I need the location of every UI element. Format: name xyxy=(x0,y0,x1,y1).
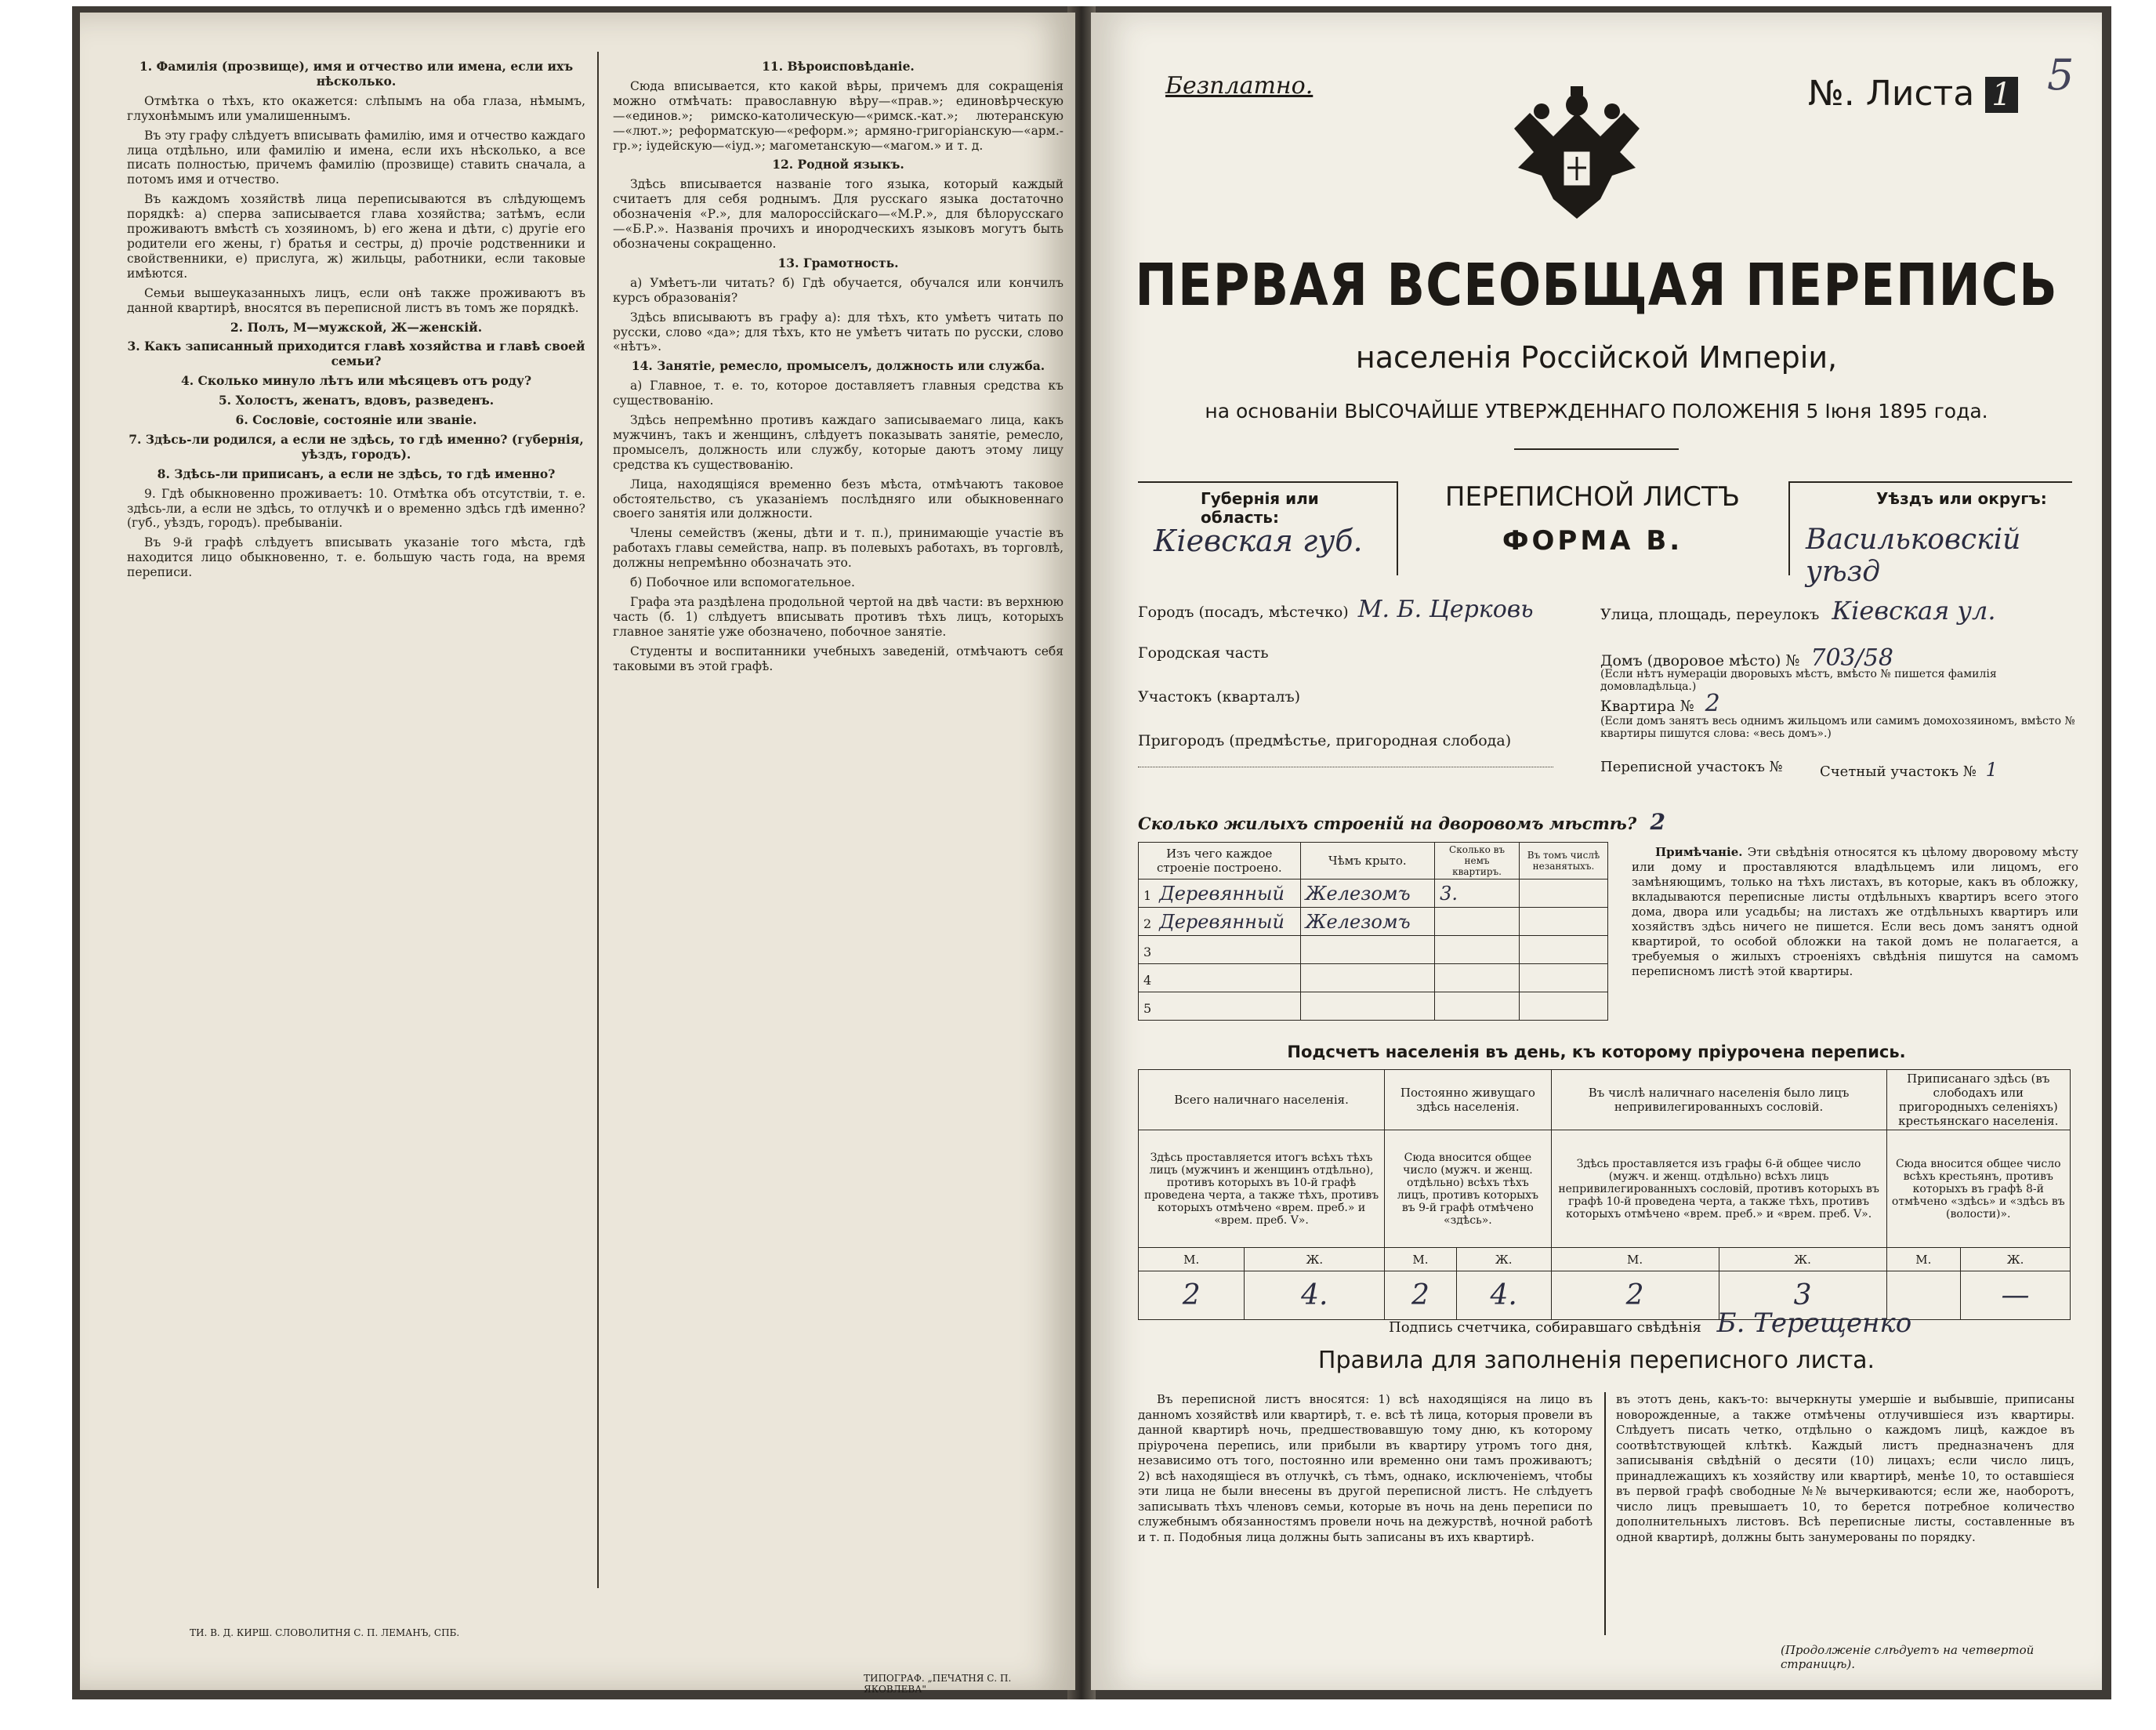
uchastok-label: Участокъ (кварталъ) xyxy=(1138,688,1301,705)
uezd-label: Уѣздъ или округъ: xyxy=(1876,489,2047,508)
count-desc-peasant: Сюда вносится общее число всѣхъ крестьянъ, противъ которыхъ въ графѣ 8-й отмѣчено «здѣсь» и «здѣсь въ (волости)». xyxy=(1886,1130,2070,1248)
roof-cell xyxy=(1300,964,1435,992)
instruction-paragraph: 3. Какъ записанный приходится главѣ хозяйства и главѣ своей семьи? xyxy=(127,339,585,369)
flats-cell xyxy=(1435,908,1520,936)
flats-cell xyxy=(1435,964,1520,992)
page-number-handwritten: 5 xyxy=(2047,50,2074,100)
count-value: — xyxy=(1961,1271,2071,1320)
form-title: ПЕРЕПИСНОЙ ЛИСТЪ xyxy=(1444,481,1741,513)
title-rule xyxy=(1514,448,1679,450)
left-page xyxy=(80,13,1075,1695)
instruction-paragraph: 7. Здѣсь-ли родился, а если не здѣсь, то гдѣ именно? (губернія, уѣздъ, городъ). xyxy=(129,431,584,462)
instruction-paragraph: Графа эта раздѣлена продольной чертой на двѣ части: въ верхнюю часть (б. 1) слѣдуетъ вписывать противъ тѣхъ лицъ, которыхъ главное занятіе уже обозначено, побочное занятіе. xyxy=(613,595,1064,639)
signature-label: Подпись счетчика, собиравшаго свѣдѣнія xyxy=(1389,1319,1701,1336)
dom-note: (Если нѣтъ нумераціи дворовыхъ мѣстъ, вмѣсто № пишется фамилія домовладѣльца.) xyxy=(1600,668,1997,693)
buildings-note xyxy=(1632,845,2078,979)
roof-cell-text: Железомъ xyxy=(1305,882,1411,905)
instruction-paragraph: Отмѣтка о тѣхъ, кто окажется: слѣпымъ на оба глаза, нѣмымъ, глухонѣмымъ или умалишеннымъ. xyxy=(127,93,585,123)
guberniya-value: Кіевская губ. xyxy=(1154,524,1363,558)
row-number: 4 xyxy=(1143,972,1152,988)
column-divider xyxy=(597,52,599,1588)
instruction-paragraph: а) Умѣетъ-ли читать? б) Гдѣ обучается, обучался или кончилъ курсъ образованія? xyxy=(613,275,1064,305)
free-label: Безплатно. xyxy=(1165,72,1314,100)
bld-header-empty: Въ томъ числѣ незанятыхъ. xyxy=(1519,843,1607,880)
bld-header-roof: Чѣмъ крыто. xyxy=(1300,843,1435,880)
gorod-label: Городъ (посадъ, мѣстечко) xyxy=(1138,604,1349,621)
sex-label: Ж. xyxy=(1961,1248,2071,1271)
instruction-paragraph: б) Побочное или вспомогательное. xyxy=(630,575,855,590)
row-number: 2 xyxy=(1143,916,1152,931)
material-cell xyxy=(1139,964,1301,992)
guberniya-label: Губернія или область: xyxy=(1201,489,1319,527)
census-subtitle: населенія Россійской Имперіи, xyxy=(1355,340,1838,375)
bld-header-flats: Сколько въ немъ квартиръ. xyxy=(1435,843,1520,880)
material-cell-text: Деревянный xyxy=(1159,882,1285,905)
buildings-table xyxy=(1138,842,1608,1021)
count-desc-permanent: Сюда вносится общее число (мужч. и женщ. отдѣльно) всѣхъ тѣхъ лицъ, противъ которыхъ въ 9-й графѣ отмѣчено «здѣсь». xyxy=(1385,1130,1551,1248)
instruction-paragraph: 13. Грамотность. xyxy=(777,255,899,270)
instruction-paragraph: Лица, находящіяся временно безъ мѣста, отмѣчаютъ таковое обстоятельство, съ указаніемъ послѣдняго или обыкновеннаго своего занятія или должности. xyxy=(613,477,1064,521)
table-row xyxy=(1139,992,1608,1021)
empty-cell xyxy=(1519,908,1607,936)
sheet-number-value: 1 xyxy=(1985,77,2017,113)
roof-cell xyxy=(1300,908,1435,936)
count-header-peasant: Приписанаго здѣсь (въ слободахъ или пригородныхъ селеніяхъ) крестьянскаго населенія. xyxy=(1886,1070,2070,1130)
schet-uchastok-field xyxy=(1820,759,1998,781)
instruction-paragraph: 12. Родной языкъ. xyxy=(772,157,904,172)
prigorod-label: Пригородъ (предмѣстье, пригородная слобода) xyxy=(1138,732,1512,749)
instruction-paragraph: 9. Гдѣ обыкновенно проживаетъ: 10. Отмѣтка объ отсутствіи, т. е. здѣсь-ли, а если не здѣсь, то отлучкѣ и о временно здѣсь гдѣ именно? (губ., уѣздъ, городъ). пребываніи. xyxy=(127,486,585,531)
gorod-part-label: Городская часть xyxy=(1138,644,1269,662)
buildings-question-field xyxy=(1138,809,1665,835)
sex-label: Ж. xyxy=(1245,1248,1385,1271)
note-text: Эти свѣдѣнія относятся къ цѣлому дворовому мѣсту или дому и проставляются владѣльцемъ или лицомъ, его замѣняющимъ, только на тѣхъ листахъ, въ которые, какъ въ обложку, вкладываются переписные листы отдѣльныхъ квартиръ всего этого дома, двора или усадьбы; на листахъ же отдѣльныхъ квартиръ или хозяйствъ здѣсь ничего не пишется. Если весь домъ занятъ одной квартирой, то особой обложки на такой домъ не полагается, а требуемыя о жилыхъ строеніяхъ свѣдѣнія пишутся на самомъ переписномъ листѣ этой квартиры. xyxy=(1632,845,2078,978)
uezd-value: Васильковскій уѣзд xyxy=(1806,524,2021,588)
dom-value: 703/58 xyxy=(1810,644,1893,672)
census-basis: на основаніи ВЫСОЧАЙШЕ УТВЕРЖДЕННАГО ПОЛОЖЕНІЯ 5 Іюня 1895 года. xyxy=(1205,400,1988,423)
table-row xyxy=(1139,936,1608,964)
material-cell xyxy=(1139,992,1301,1021)
guberniya-box xyxy=(1138,481,1398,575)
sex-label: М. xyxy=(1139,1248,1245,1271)
empty-cell xyxy=(1519,992,1607,1021)
instruction-paragraph: Студенты и воспитанники учебныхъ заведеній, отмѣчаютъ себя таковыми въ этой графѣ. xyxy=(613,644,1064,673)
kvartira-label: Квартира № xyxy=(1600,698,1694,715)
flats-cell xyxy=(1435,992,1520,1021)
gorod-value: М. Б. Церковь xyxy=(1357,596,1534,623)
instruction-paragraph: Въ эту графу слѣдуетъ вписывать фамилію, имя и отчество каждаго лица отдѣльно, или фамилію и имена, если ихъ нѣсколько, а все писать полностью, причемъ фамилію (прозвище) ставить сначала, а потомъ имя и отчество. xyxy=(127,128,585,187)
count-header-permanent: Постоянно живущаго здѣсь населенія. xyxy=(1385,1070,1551,1130)
instruction-paragraph: 11. Вѣроисповѣданіе. xyxy=(762,59,915,74)
instruction-paragraph: 6. Сословіе, состояніе или званіе. xyxy=(235,412,477,428)
flats-cell xyxy=(1435,936,1520,964)
count-value: 2 xyxy=(1385,1271,1457,1320)
population-count-table xyxy=(1138,1069,2071,1320)
signature-field xyxy=(1389,1307,1911,1339)
count-title: Подсчетъ населенія въ день, къ которому пріурочена перепись. xyxy=(1287,1043,1906,1061)
sex-label: М. xyxy=(1551,1248,1719,1271)
left-footer-imprint: ТИ. В. Д. КИРШ. СЛОВОЛИТНЯ С. П. ЛЕМАНЪ, СПБ. xyxy=(190,1627,460,1638)
count-value: 3 xyxy=(1719,1271,1886,1320)
material-cell-text: Деревянный xyxy=(1159,910,1285,933)
instruction-paragraph: Въ каждомъ хозяйствѣ лица переписываются въ слѣдующемъ порядкѣ: а) сперва записывается глава хозяйства; затѣмъ, если проживаютъ вмѣстѣ съ хозяиномъ, b) его жена и дѣти, с) другіе его родители его жены, г) братья и сестры, д) прочіе родственники и свойственники, е) прислуга, ж) жильцы, работники, если таковые имѣются. xyxy=(127,192,585,281)
instruction-paragraph: Члены семействъ (жены, дѣти и т. п.), принимающіе участіе въ работахъ главы семейства, напр. въ полевыхъ работахъ, въ торговлѣ, должны непремѣнно обозначать это. xyxy=(613,526,1064,571)
ulitsa-label: Улица, площадь, переулокъ xyxy=(1600,606,1820,623)
sex-label: М. xyxy=(1886,1248,1961,1271)
sex-label: Ж. xyxy=(1719,1248,1886,1271)
count-value: 2 xyxy=(1139,1271,1245,1320)
roof-cell xyxy=(1300,992,1435,1021)
count-desc-nonprivileged: Здѣсь проставляется изъ графы 6-й общее число (мужч. и женщ. отдѣльно) всѣхъ лицъ непривилегированныхъ сословій, противъ которыхъ въ графѣ 10-й проведена черта, а также тѣхъ, противъ которыхъ отмѣчено «врем. преб.» и «врем. преб. V». xyxy=(1551,1130,1886,1248)
schet-uchastok-value: 1 xyxy=(1985,759,1998,781)
roof-cell-text: Железомъ xyxy=(1305,910,1411,933)
kvartira-note: (Если домъ занятъ весь однимъ жильцомъ или самимъ домохозяиномъ, вмѣсто № квартиры пишутся слова: «весь домъ».) xyxy=(1600,715,2075,740)
instruction-paragraph: 5. Холостъ, женатъ, вдовъ, разведенъ. xyxy=(218,393,495,408)
count-value: 4. xyxy=(1456,1271,1551,1320)
imperial-eagle-emblem xyxy=(1498,82,1655,238)
form-subtitle: ФОРМА В. xyxy=(1502,525,1683,557)
rules-column-1: Въ переписной листъ вносятся: 1) всѣ находящіяся на лицо въ данномъ хозяйствѣ или квартирѣ, т. е. всѣ тѣ лица, которыя провели въ данной квартирѣ ночь, предшествовавшую тому дню, къ которому пріурочена перепись, или прибыли въ квартиру утромъ того дня, независимо отъ того, постоянно или временно они тамъ проживаютъ; 2) всѣ находящіеся въ отлучкѣ, съ тѣмъ, однако, исключеніемъ, чтобы эти лица не были внесены въ другой переписной листъ. Не слѣдуетъ записывать тѣхъ членовъ семьи, которые въ ночь на день переписи по служебнымъ обязанностямъ провели ночь на дежурствѣ, ночной работѣ и т. п. Подобныя лица должны быть записаны въ ихъ квартирѣ. xyxy=(1138,1392,1593,1544)
count-desc-total: Здѣсь проставляется итогъ всѣхъ тѣхъ лицъ (мужчинъ и женщинъ отдѣльно), противъ которыхъ въ 10-й графѣ проведена черта, а также тѣхъ, противъ которыхъ отмѣчено «врем. преб.» и «врем. преб. V». xyxy=(1139,1130,1385,1248)
material-cell xyxy=(1139,936,1301,964)
material-cell xyxy=(1139,908,1301,936)
kvartira-value: 2 xyxy=(1705,690,1720,717)
instruction-paragraph: Семьи вышеуказанныхъ лицъ, если онѣ также проживаютъ въ данной квартирѣ, вносятся въ переписной листъ въ томъ же порядкѣ. xyxy=(127,285,585,315)
rules-continued: (Продолженіе слѣдуетъ на четвертой страницѣ). xyxy=(1781,1643,2035,1671)
right-page xyxy=(1091,13,2102,1690)
row-number: 3 xyxy=(1143,944,1152,959)
table-row xyxy=(1139,880,1608,908)
rules-divider xyxy=(1604,1392,1606,1635)
empty-cell xyxy=(1519,964,1607,992)
flats-cell-text: 3. xyxy=(1440,882,1458,905)
ulitsa-value: Кіевская ул. xyxy=(1832,596,1996,626)
instruction-paragraph: Здѣсь непремѣнно противъ каждаго записываемаго лица, какъ мужчинъ, такъ и женщинъ, слѣдуетъ показывать занятіе, ремесло, промыселъ, должность или службу, которые даютъ этому лицу средства къ существованію. xyxy=(613,413,1064,472)
material-cell xyxy=(1139,880,1301,908)
dom-label: Домъ (дворовое мѣсто) № xyxy=(1600,652,1800,669)
instruction-paragraph: 8. Здѣсь-ли приписанъ, а если не здѣсь, то гдѣ именно? xyxy=(157,466,556,481)
instruction-paragraph: а) Главное, т. е. то, которое доставляетъ главныя средства къ существованію. xyxy=(613,379,1064,408)
count-value: 2 xyxy=(1551,1271,1719,1320)
rules-title: Правила для заполненія переписного листа. xyxy=(1317,1347,1875,1374)
sheet-label: №. Листа xyxy=(1808,74,1975,114)
instruction-paragraph: 1. Фамилія (прозвище), имя и отчество или имена, если ихъ нѣсколько. xyxy=(139,59,574,89)
empty-cell xyxy=(1519,936,1607,964)
note-title: Примѣчаніе. xyxy=(1655,845,1743,859)
uezd-box xyxy=(1788,481,2072,588)
instruction-paragraph: Здѣсь вписываютъ въ графу а): для тѣхъ, кто умѣетъ читать по русски, слово «да»; для тѣхъ, кто не умѣетъ читать по русски, слово «нѣтъ». xyxy=(613,310,1064,354)
buildings-question: Сколько жилыхъ строеній на дворовомъ мѣстѣ? xyxy=(1138,814,1637,833)
count-value: 4. xyxy=(1245,1271,1385,1320)
sex-label: Ж. xyxy=(1456,1248,1551,1271)
count-header-nonprivileged: Въ числѣ наличнаго населенія было лицъ непривилегированныхъ сословій. xyxy=(1551,1070,1886,1130)
schet-uchastok-label: Счетный участокъ № xyxy=(1820,763,1977,780)
kvartira-field xyxy=(1600,690,1720,717)
rules-column-2: въ этотъ день, какъ-то: вычеркнуты умершіе и выбывшіе, приписаны новорожденные, а также отмѣчены отлучившіеся изъ квартиры. Слѣдуетъ писать четко, отдѣльно о каждомъ лицѣ, каждое въ соотвѣтствующей клѣткѣ. Каждый листъ предназначенъ для записыванія свѣдѣній о десяти (10) лицахъ; если число лицъ, принадлежащихъ къ хозяйству или квартирѣ, менѣе 10, то оставшіеся въ первой графѣ свободные №№ вычеркиваются; если же, наоборотъ, число лицъ превышаетъ 10, то берется потребное количество дополнительныхъ листовъ. Всѣ переписные листы, составленные въ одной квартирѣ, должны быть занумерованы по порядку. xyxy=(1616,1392,2074,1544)
table-row xyxy=(1139,908,1608,936)
bld-header-material: Изъ чего каждое строеніе построено. xyxy=(1139,843,1301,880)
perepis-uchastok-label: Переписной участокъ № xyxy=(1600,759,1783,775)
row-number: 5 xyxy=(1143,1000,1152,1016)
roof-cell xyxy=(1300,936,1435,964)
roof-cell xyxy=(1300,880,1435,908)
empty-cell xyxy=(1519,880,1607,908)
flats-cell xyxy=(1435,880,1520,908)
instructions-column-2 xyxy=(613,60,1064,679)
ulitsa-field xyxy=(1600,596,1996,626)
instruction-paragraph: 14. Занятіе, ремесло, промыселъ, должность или служба. xyxy=(631,358,1045,374)
row-number: 1 xyxy=(1143,887,1152,903)
instruction-paragraph: Сюда вписывается, кто какой вѣры, причемъ для сокращенія можно отмѣчать: православную вѣру—«прав.»; единовѣрческую—«единов.»; римско-католическую—«римск.-кат.»; лютеранскую—«лют.»; реформатскую—«реформ.»; армяно-григоріанскую—«арм.-гр.»; іудейскую—«іуд.»; магометанскую—«магом.» и т. д. xyxy=(613,78,1064,153)
count-header-total: Всего наличнаго населенія. xyxy=(1139,1070,1385,1130)
instruction-paragraph: 2. Полъ, М—мужской, Ж—женскій. xyxy=(230,319,483,335)
scanned-spread xyxy=(72,6,2111,1699)
instruction-paragraph: 4. Сколько минуло лѣтъ или мѣсяцевъ отъ роду? xyxy=(180,373,532,389)
table-row xyxy=(1139,964,1608,992)
gorod-field xyxy=(1138,596,1534,623)
census-title: ПЕРВАЯ ВСЕОБЩАЯ ПЕРЕПИСЬ xyxy=(1135,252,2058,320)
sheet-number-label xyxy=(1808,74,2018,114)
signature-value: Б. Терещенко xyxy=(1716,1307,1912,1339)
sex-label: М. xyxy=(1385,1248,1457,1271)
instruction-paragraph: Здѣсь вписывается названіе того языка, который каждый считаетъ для себя роднымъ. Для русскаго языка достаточно обозначенія «Р.», для малороссійскаго—«М.Р.», для бѣлорусскаго—«Б.Р.». Названія прочихъ и инородческихъ языковъ могутъ быть обозначены сокращенно. xyxy=(613,177,1064,251)
left-footer-printer: ТИПОГРАФ. „ПЕЧАТНЯ С. П. ЯКОВЛЕВА" xyxy=(864,1673,1012,1695)
instructions-column-1 xyxy=(127,60,585,585)
instruction-paragraph: Въ 9-й графѣ слѣдуетъ вписывать указаніе того мѣста, гдѣ находится лицо обыкновенно, т. е. большую часть года, на время переписи. xyxy=(127,535,585,580)
buildings-answer: 2 xyxy=(1650,809,1665,835)
